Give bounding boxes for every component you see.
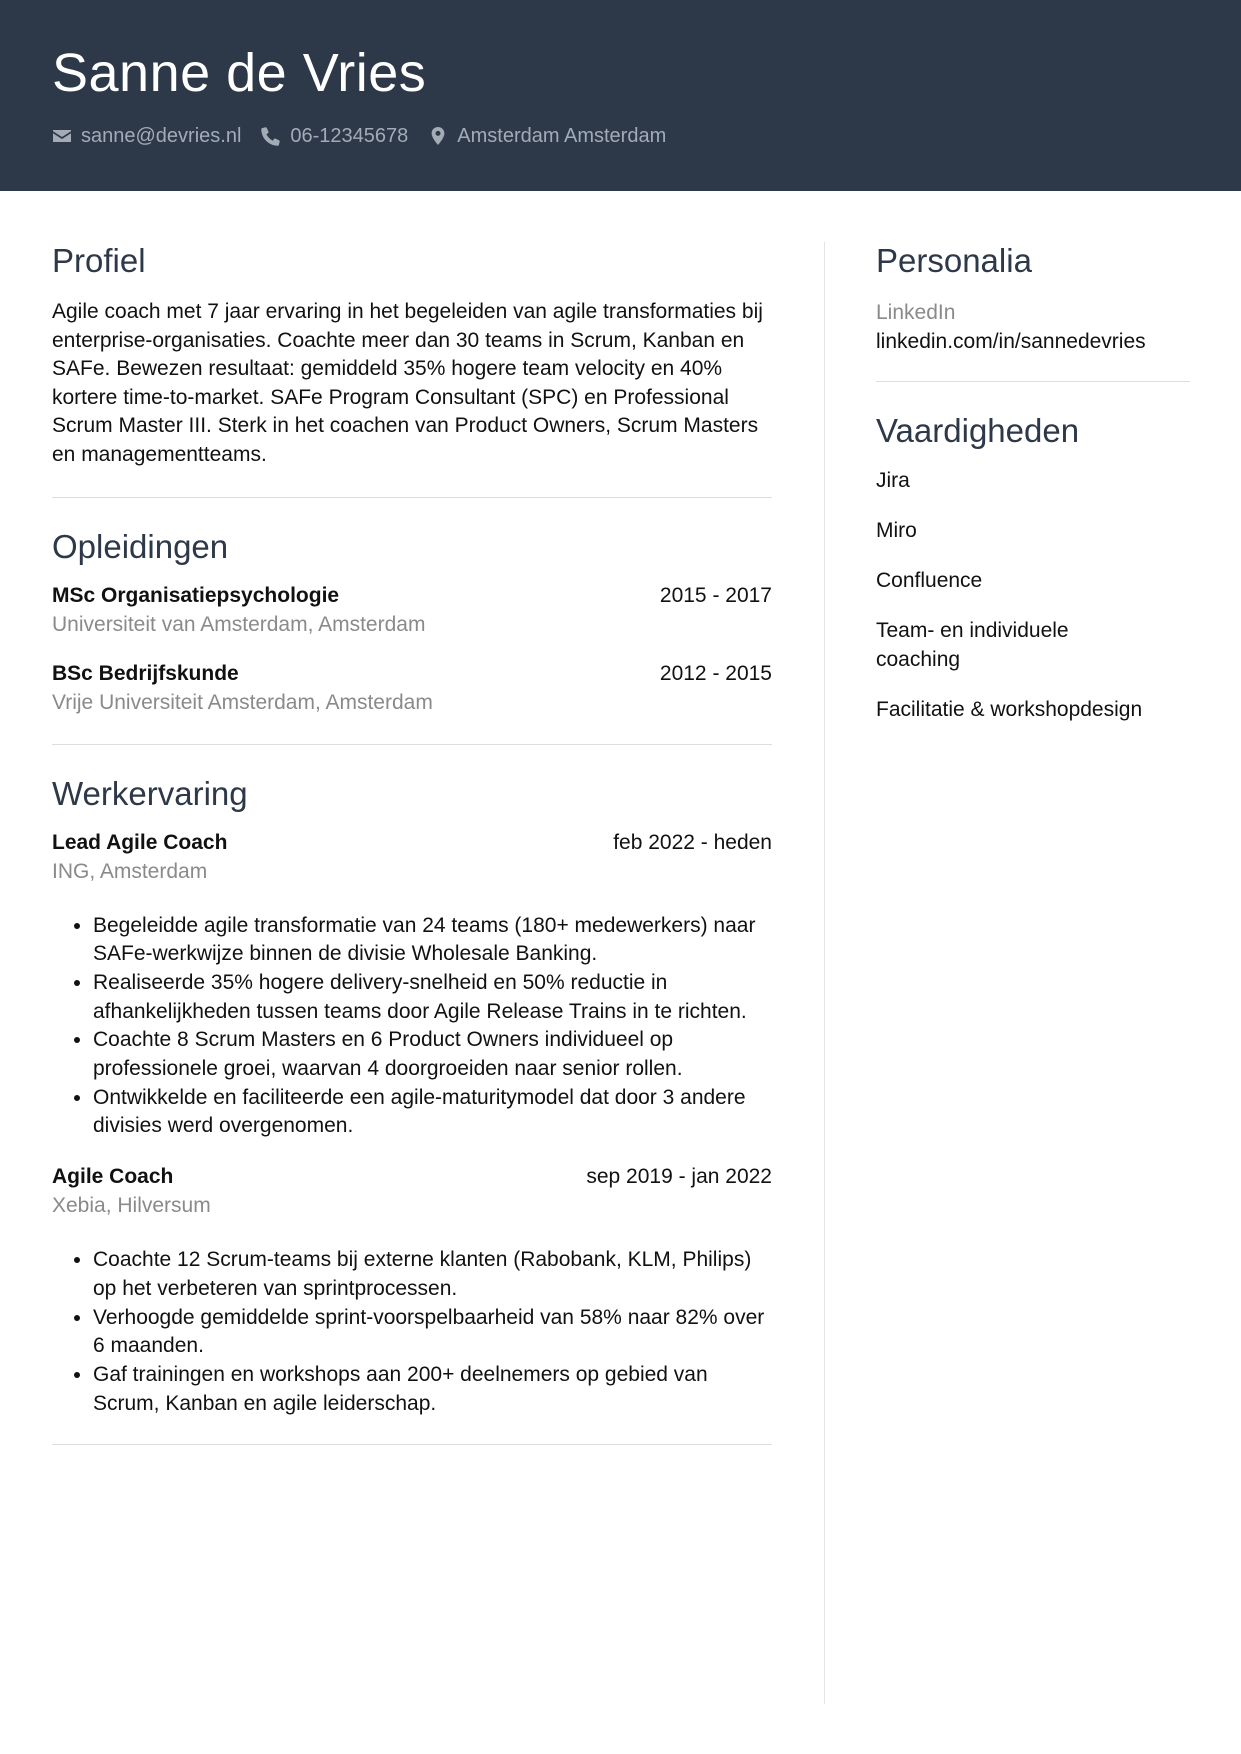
- profile-text: Agile coach met 7 jaar ervaring in het begeleiden van agile transformaties bij enterprise-organisaties. Coachte meer dan 30 teams in Scrum, Kanban en SAFe. Bewezen resultaat: gemiddeld 35% hogere team velocity en 40% kortere time-to-market. SAFe Program Consultant (SPC) en Professional Scrum Master III. Sterk in het coachen van Product Owners, Scrum Masters en managementteams.: [52, 300, 763, 466]
- job-dates: sep 2019 - jan 2022: [586, 1165, 772, 1189]
- sidebar-column: [876, 240, 1190, 724]
- skill-item: Team- en individuele coaching: [876, 619, 1069, 671]
- skills-title: Vaardigheden: [876, 412, 1080, 449]
- school-name: Universiteit van Amsterdam, Amsterdam: [52, 612, 426, 636]
- bullet-item: • Begeleidde agile transformatie van 24 teams (180+ medewerkers) naar SAFe-werkwijze binnen de divisie Wholesale Banking.: [93, 912, 772, 969]
- main-column: [52, 240, 772, 1445]
- job-bullets: [52, 912, 772, 1142]
- skill-item: Jira: [876, 469, 910, 492]
- header-banner: [0, 0, 1241, 191]
- profile-title: Profiel: [52, 242, 146, 279]
- skills-section: [876, 410, 1190, 724]
- linkedin-label: LinkedIn: [876, 301, 956, 324]
- bullet-item: • Coachte 8 Scrum Masters en 6 Product Owners individueel op professionele groei, waarvan 4 doorgroeiden naar senior rollen.: [93, 1026, 772, 1083]
- column-divider: [824, 242, 825, 1704]
- education-title: Opleidingen: [52, 527, 229, 565]
- school-name: Vrije Universiteit Amsterdam, Amsterdam: [52, 690, 433, 714]
- linkedin-link[interactable]: linkedin.com/in/sannedevries: [876, 330, 1146, 353]
- company-name: ING, Amsterdam: [52, 859, 208, 883]
- bullet-item: • Ontwikkelde en faciliteerde een agile-maturitymodel dat door 3 andere divisies werd overgenomen.: [93, 1084, 772, 1141]
- location-text: Amsterdam Amsterdam: [457, 124, 667, 147]
- phone-text: 06-12345678: [290, 124, 409, 147]
- candidate-name: Sanne de Vries: [52, 43, 427, 103]
- email-text: sanne@devries.nl: [81, 124, 242, 147]
- bullet-item: • Gaf trainingen en workshops aan 200+ deelnemers op gebied van Scrum, Kanban en agile leiderschap.: [93, 1361, 772, 1418]
- experience-section: [52, 773, 772, 1419]
- experience-item: [52, 828, 772, 1142]
- degree-dates: 2012 - 2015: [659, 661, 772, 685]
- skill-item: Facilitatie & workshopdesign: [876, 698, 1143, 721]
- personal-section: [876, 240, 1190, 356]
- contact-phone[interactable]: [261, 125, 408, 148]
- job-title: Agile Coach: [52, 1165, 174, 1189]
- phone-icon: [261, 126, 281, 146]
- profile-section: [52, 240, 772, 470]
- contact-email[interactable]: [52, 125, 241, 148]
- degree-title: BSc Bedrijfskunde: [52, 661, 239, 685]
- experience-item: [52, 1162, 772, 1418]
- section-divider: [52, 497, 772, 498]
- job-dates: feb 2022 - heden: [613, 830, 772, 854]
- job-title: Lead Agile Coach: [52, 830, 228, 854]
- company-name: Xebia, Hilversum: [52, 1194, 211, 1218]
- section-divider: [52, 744, 772, 745]
- envelope-icon: [52, 126, 72, 146]
- degree-dates: 2015 - 2017: [659, 583, 772, 607]
- contact-location: [428, 125, 666, 148]
- skill-item: Miro: [876, 519, 917, 542]
- education-item: [52, 581, 772, 639]
- education-section: [52, 526, 772, 717]
- section-divider: [52, 1444, 772, 1445]
- degree-title: MSc Organisatiepsychologie: [52, 583, 340, 607]
- section-divider: [876, 381, 1190, 382]
- bullet-item: • Realiseerde 35% hogere delivery-snelheid en 50% reductie in afhankelijkheden tussen teams door Agile Release Trains in te richten.: [93, 969, 772, 1026]
- experience-title: Werkervaring: [52, 774, 248, 812]
- contact-row: [52, 123, 686, 149]
- education-item: [52, 659, 772, 717]
- map-pin-icon: [428, 126, 448, 146]
- bullet-item: • Coachte 12 Scrum-teams bij externe klanten (Rabobank, KLM, Philips) op het verbeteren van sprintprocessen.: [93, 1246, 772, 1303]
- bullet-item: • Verhoogde gemiddelde sprint-voorspelbaarheid van 58% naar 82% over 6 maanden.: [93, 1304, 772, 1361]
- skill-item: Confluence: [876, 569, 983, 592]
- job-bullets: [52, 1246, 772, 1418]
- personal-title: Personalia: [876, 242, 1032, 279]
